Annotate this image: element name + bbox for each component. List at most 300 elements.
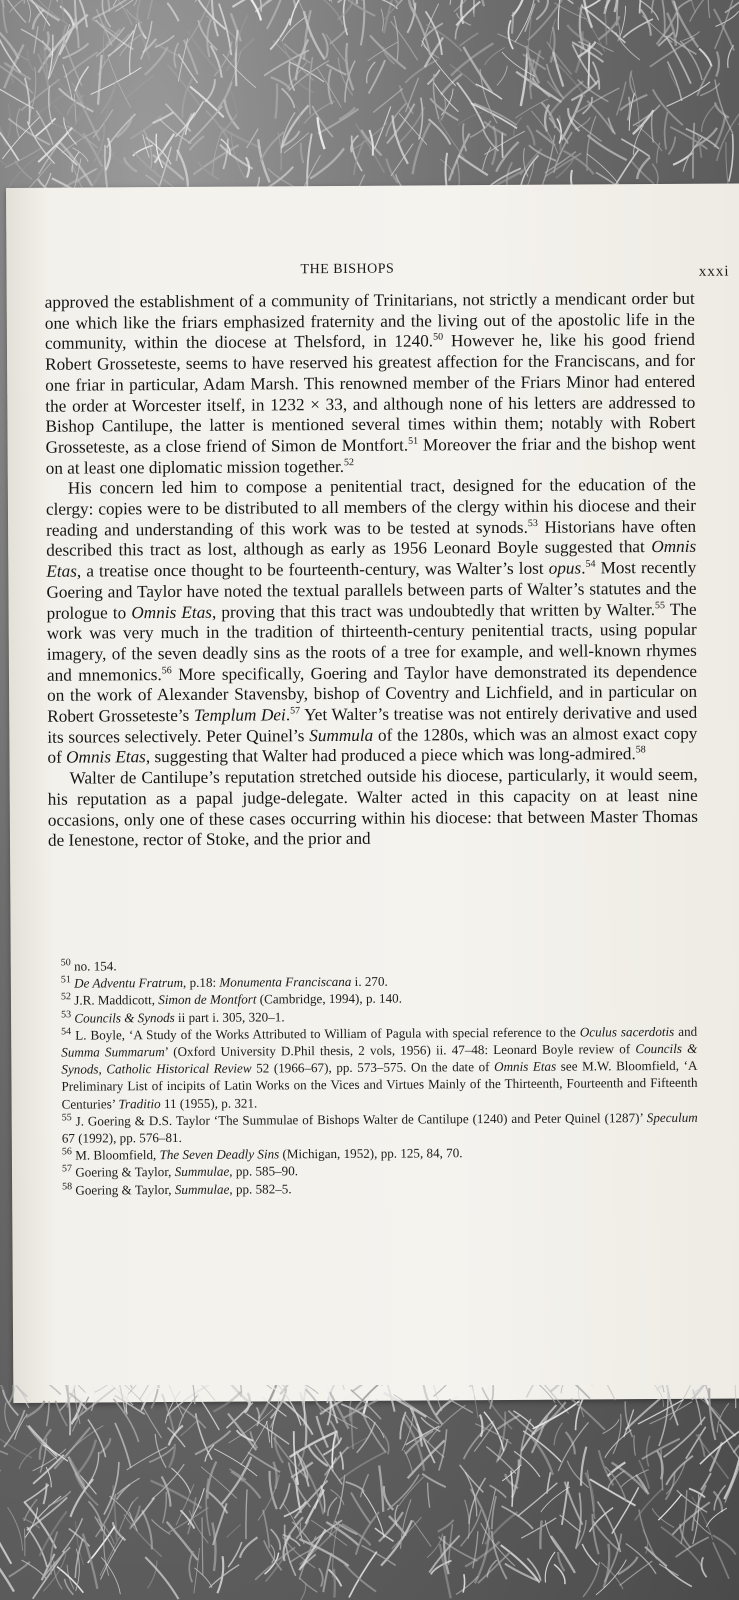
italic-title: Templum Dei bbox=[193, 705, 286, 725]
fur-strand bbox=[0, 114, 19, 161]
fur-strand bbox=[353, 1385, 389, 1412]
fur-strand bbox=[490, 1485, 507, 1497]
fur-strand bbox=[400, 1412, 405, 1440]
fur-strand bbox=[228, 1542, 242, 1567]
running-header bbox=[40, 260, 729, 288]
text-run: L. Boyle, ‘A Study of the Works Attributed to William of Pagula with special reference to the bbox=[75, 1024, 580, 1043]
italic-title: Councils & Synods bbox=[61, 1040, 698, 1077]
text-run: Moreover the friar and the bishop went on at least one diplomatic mission together. bbox=[45, 433, 696, 478]
footnote bbox=[62, 1109, 698, 1147]
italic-title: Summulae bbox=[174, 1181, 230, 1197]
fur-strand bbox=[0, 1518, 11, 1564]
paragraph bbox=[48, 765, 698, 852]
fur-strand bbox=[706, 1508, 726, 1527]
fur-strand bbox=[323, 1553, 331, 1592]
text-run: More specifically, Goering and Taylor have demonstrated its dependence on the work of Alexander Stavensby, bishop of Coventry and Lichfield, and in particular on Robert Grosseteste’s bbox=[47, 661, 698, 726]
footnote-ref: 57 bbox=[290, 705, 301, 717]
text-run: Most recently Goering and Taylor have noted the textual parallels between parts of Walter’s statutes and the prologue to bbox=[46, 557, 697, 623]
fur-strand bbox=[319, 1568, 323, 1586]
fur-strand bbox=[502, 133, 503, 158]
paragraph bbox=[45, 289, 696, 479]
fur-strand bbox=[511, 1471, 513, 1507]
text-run: . bbox=[285, 705, 291, 725]
fur-strand bbox=[485, 1512, 517, 1544]
fur-strand bbox=[702, 105, 716, 132]
fur-strand bbox=[25, 78, 30, 125]
fur-strand bbox=[657, 1451, 662, 1480]
fur-strand bbox=[369, 60, 385, 93]
fur-strand bbox=[532, 1402, 566, 1434]
fur-strand bbox=[26, 1401, 45, 1417]
fur-strand bbox=[620, 1561, 653, 1585]
fur-strand bbox=[666, 1456, 693, 1485]
fur-strand bbox=[456, 1, 480, 25]
fur-strand bbox=[521, 53, 528, 106]
fur-strand bbox=[109, 59, 131, 108]
fur-strand bbox=[162, 1394, 174, 1432]
fur-strand bbox=[392, 115, 407, 164]
fur-strand bbox=[300, 1578, 317, 1592]
fur-strand bbox=[643, 1530, 648, 1554]
italic-title: Simon de Montfort bbox=[158, 991, 257, 1008]
fur-strand bbox=[449, 1399, 473, 1413]
fur-strand bbox=[729, 134, 733, 182]
italic-title: Councils & Synods bbox=[74, 1009, 175, 1026]
fur-strand bbox=[267, 0, 286, 29]
italic-title: Omnis Etas bbox=[46, 537, 697, 581]
fur-strand bbox=[178, 38, 187, 81]
text-run: Yet Walter’s treatise was not entirely derivative and used its sources selectively. Peter Quinel’s bbox=[47, 702, 698, 747]
fur-strand bbox=[391, 21, 418, 60]
fur-strand bbox=[271, 77, 290, 89]
fur-strand bbox=[65, 1385, 70, 1435]
fur-strand bbox=[460, 33, 479, 46]
footnote-ref: 50 bbox=[433, 332, 444, 344]
text-run: (Michigan, 1952), pp. 125, 84, 70. bbox=[279, 1145, 463, 1162]
fur-strand bbox=[367, 62, 376, 83]
fur-strand bbox=[659, 1564, 678, 1576]
fur-strand bbox=[428, 1483, 430, 1508]
fur-strand bbox=[246, 1489, 247, 1539]
fur-strand bbox=[702, 1557, 707, 1577]
fur-strand bbox=[626, 1397, 662, 1430]
footnote-ref: 52 bbox=[343, 456, 355, 468]
fur-strand bbox=[647, 1436, 650, 1467]
fur-strand bbox=[512, 12, 514, 34]
fur-strand bbox=[141, 21, 152, 59]
fur-strand bbox=[451, 43, 493, 75]
footnotes bbox=[61, 954, 698, 1199]
footnote bbox=[61, 1023, 698, 1113]
italic-title: Speculum bbox=[646, 1109, 698, 1125]
fur-strand bbox=[75, 66, 88, 91]
footnote-number: 54 bbox=[61, 1026, 72, 1038]
footnote bbox=[62, 1177, 698, 1198]
main-text bbox=[45, 289, 698, 852]
footnote-ref: 54 bbox=[585, 558, 596, 570]
footnote-number: 53 bbox=[61, 1008, 72, 1020]
fur-strand bbox=[109, 1496, 135, 1525]
fur-strand bbox=[155, 1434, 166, 1468]
fur-strand bbox=[318, 109, 359, 134]
fur-strand bbox=[33, 0, 58, 2]
text-run: (Cambridge, 1994), p. 140. bbox=[256, 991, 402, 1007]
fur-strand bbox=[266, 1421, 269, 1442]
fur-strand bbox=[38, 128, 72, 163]
fur-strand bbox=[597, 43, 613, 52]
fur-strand bbox=[189, 136, 204, 150]
fur-strand bbox=[589, 43, 590, 88]
fur-strand bbox=[524, 148, 528, 177]
text-run: Goering & Taylor, bbox=[75, 1164, 175, 1181]
italic-title: Monumenta Franciscana bbox=[219, 974, 352, 990]
fur-strand bbox=[605, 1430, 632, 1458]
book-page bbox=[6, 184, 739, 1403]
fur-strand bbox=[145, 1557, 178, 1599]
fur-strand bbox=[732, 1385, 736, 1408]
footnote-number: 55 bbox=[61, 1112, 72, 1124]
fur-strand bbox=[148, 0, 156, 20]
italic-title: Oculus sacerdotis bbox=[579, 1023, 675, 1040]
italic-title: opus bbox=[548, 558, 582, 578]
text-run: M. Bloomfield, bbox=[75, 1147, 160, 1163]
fur-strand bbox=[19, 1448, 36, 1469]
fur-strand bbox=[155, 35, 174, 47]
footnote-ref: 51 bbox=[408, 435, 419, 447]
fur-strand bbox=[115, 1423, 131, 1468]
fur-strand bbox=[713, 1535, 736, 1554]
fur-strand bbox=[370, 35, 406, 69]
fur-strand bbox=[471, 1489, 489, 1529]
fur-strand bbox=[434, 1385, 463, 1396]
fur-strand bbox=[485, 48, 505, 65]
fur-strand bbox=[576, 1395, 585, 1430]
fur-strand bbox=[315, 1445, 342, 1485]
fur-strand bbox=[439, 1429, 447, 1470]
fur-strand bbox=[116, 1484, 129, 1499]
fur-strand bbox=[618, 1557, 638, 1575]
fur-strand bbox=[460, 1465, 484, 1492]
fur-strand bbox=[658, 1494, 681, 1520]
italic-title: Summula bbox=[309, 725, 374, 745]
text-run: , pp. 582–5. bbox=[229, 1180, 292, 1197]
fur-strand bbox=[115, 0, 147, 11]
fur-strand bbox=[573, 1385, 590, 1399]
fur-strand bbox=[652, 110, 654, 142]
fur-strand bbox=[245, 1393, 250, 1413]
fur-strand bbox=[582, 1544, 597, 1565]
fur-strand bbox=[518, 1483, 558, 1516]
fur-strand bbox=[668, 61, 682, 101]
fur-strand bbox=[34, 86, 79, 118]
fur-strand bbox=[34, 26, 38, 53]
fur-strand bbox=[380, 1385, 384, 1386]
fur-strand bbox=[27, 121, 54, 163]
fur-strand bbox=[0, 1563, 14, 1591]
text-run: of the 1280s, which was an almost exact copy of bbox=[47, 723, 698, 768]
fur-strand bbox=[125, 75, 154, 99]
fur-strand bbox=[526, 1385, 545, 1397]
fur-strand bbox=[255, 1547, 295, 1580]
fur-strand bbox=[668, 136, 675, 154]
fur-strand bbox=[554, 1564, 565, 1584]
fur-strand bbox=[399, 1477, 424, 1506]
fur-strand bbox=[536, 0, 548, 20]
text-run: , pp. 585–90. bbox=[229, 1163, 299, 1180]
fur-strand bbox=[163, 1492, 167, 1523]
fur-strand bbox=[167, 3, 178, 21]
fur-strand bbox=[24, 1502, 56, 1549]
fur-strand bbox=[701, 1473, 711, 1490]
fur-strand bbox=[301, 143, 303, 163]
footnote-ref: 56 bbox=[161, 664, 172, 676]
fur-strand bbox=[567, 25, 590, 43]
fur-strand bbox=[26, 0, 30, 23]
text-run: His concern led him to compose a penitential tract, designed for the education of the clergy: copies were to be distributed to all members of the clergy within his diocese and their reading and understanding of this work was to be tested at synods. bbox=[45, 475, 697, 540]
fur-strand bbox=[681, 1490, 687, 1544]
text-run: i. 270. bbox=[351, 973, 388, 990]
fur-strand bbox=[4, 0, 26, 23]
fur-strand bbox=[282, 88, 295, 108]
fur-strand bbox=[357, 1422, 375, 1453]
fur-strand bbox=[189, 1551, 193, 1582]
fur-strand bbox=[639, 1509, 657, 1559]
fur-strand bbox=[33, 1455, 64, 1484]
fur-strand bbox=[129, 1497, 139, 1513]
fur-strand bbox=[587, 116, 596, 171]
fur-strand bbox=[585, 0, 603, 9]
fur-strand bbox=[279, 0, 296, 8]
fur-strand bbox=[628, 97, 630, 121]
fur-strand bbox=[214, 1449, 257, 1476]
text-run: , bbox=[98, 1061, 107, 1077]
text-run: Historians have often described this tract as lost, although as early as 1956 Leonard Boyle suggested that bbox=[46, 516, 697, 561]
italic-title: Omnis Etas bbox=[131, 602, 213, 622]
fur-strand bbox=[699, 49, 711, 67]
fur-strand bbox=[665, 112, 668, 150]
fur-strand bbox=[69, 1458, 85, 1485]
running-title: THE BISHOPS bbox=[300, 261, 395, 278]
fur-strand bbox=[637, 157, 650, 179]
fur-strand bbox=[142, 1406, 161, 1438]
fur-strand bbox=[9, 1562, 30, 1577]
paragraph bbox=[46, 475, 698, 769]
footnote-number: 50 bbox=[60, 957, 71, 969]
fur-strand bbox=[352, 1385, 383, 1392]
fur-strand bbox=[496, 142, 519, 172]
fur-strand bbox=[634, 1435, 635, 1455]
fur-strand bbox=[37, 1496, 61, 1519]
fur-strand bbox=[734, 1433, 739, 1452]
footnote-number: 52 bbox=[60, 991, 71, 1003]
fur-strand bbox=[656, 1385, 686, 1390]
fur-strand bbox=[16, 108, 20, 138]
fur-strand bbox=[587, 154, 619, 185]
fur-strand bbox=[99, 1438, 110, 1453]
fur-strand bbox=[587, 101, 613, 133]
italic-title: Omnis Etas bbox=[66, 747, 146, 768]
fur-strand bbox=[213, 132, 222, 176]
fur-strand bbox=[330, 28, 348, 44]
fur-strand bbox=[433, 74, 438, 119]
fur-strand bbox=[230, 89, 238, 114]
fur-strand bbox=[205, 79, 215, 102]
text-run: 67 (1992), pp. 576–81. bbox=[61, 1129, 182, 1146]
fur-strand bbox=[652, 164, 658, 184]
fur-strand bbox=[605, 14, 606, 45]
text-run: . bbox=[581, 558, 586, 578]
text-run: see M.W. Bloomfield, ‘A Preliminary List of incipits of Latin Works on the Vices and Virtues Mainly of the Thirteenth, Fourteenth and Fifteenth Centuries’ bbox=[61, 1058, 698, 1112]
fur-strand bbox=[673, 153, 692, 165]
fur-strand bbox=[294, 1431, 298, 1485]
fur-strand bbox=[290, 0, 303, 25]
fur-strand bbox=[693, 123, 694, 179]
fur-strand bbox=[5, 1402, 11, 1432]
fur-strand bbox=[267, 0, 314, 3]
fur-strand bbox=[320, 0, 343, 25]
fur-strand bbox=[387, 1474, 419, 1510]
fur-strand bbox=[421, 4, 438, 47]
fur-strand bbox=[306, 1389, 323, 1414]
fur-strand bbox=[540, 1520, 541, 1549]
fur-strand bbox=[195, 0, 210, 2]
fur-strand bbox=[322, 33, 327, 58]
fur-strand bbox=[465, 1500, 470, 1539]
fur-strand bbox=[240, 1537, 258, 1557]
fur-strand bbox=[28, 49, 34, 71]
footnote-number: 51 bbox=[60, 974, 71, 986]
fur-strand bbox=[98, 55, 102, 105]
italic-title: Traditio bbox=[118, 1095, 161, 1111]
fur-strand bbox=[585, 1472, 593, 1511]
italic-title: Omnis Etas bbox=[494, 1058, 557, 1075]
fur-strand bbox=[603, 1419, 619, 1433]
fur-strand bbox=[317, 1416, 328, 1448]
fur-strand bbox=[134, 0, 138, 6]
footnote-number: 58 bbox=[62, 1180, 73, 1192]
fur-strand bbox=[298, 82, 314, 93]
fur-strand bbox=[630, 71, 636, 97]
fur-strand bbox=[207, 19, 211, 57]
text-run: J.R. Maddicott, bbox=[74, 992, 159, 1009]
fur-strand bbox=[46, 1401, 49, 1426]
fur-strand bbox=[229, 1409, 273, 1443]
fur-strand bbox=[29, 162, 51, 188]
fur-strand bbox=[652, 1508, 674, 1527]
fur-strand bbox=[6, 156, 37, 192]
text-run: ii part i. 305, 320–1. bbox=[174, 1008, 285, 1025]
fur-strand bbox=[180, 1421, 197, 1436]
footnote-ref: 55 bbox=[654, 599, 666, 611]
fur-strand bbox=[334, 1569, 335, 1598]
text-run: Walter de Cantilupe’s reputation stretched outside his diocese, particularly, it would seem, his reputation as a papal judge-delegate. Walter acted in this capacity on at least nine occasions, only one of these cases occurring within his diocese: that between Master Thomas de Ienestone, rector of Stoke, and the prior and bbox=[47, 764, 698, 851]
fur-strand bbox=[206, 111, 227, 138]
footnote-number: 57 bbox=[61, 1163, 73, 1175]
fur-strand bbox=[275, 84, 277, 119]
fur-strand bbox=[450, 0, 454, 5]
fur-strand bbox=[108, 116, 112, 136]
text-run: no. 154. bbox=[73, 958, 117, 974]
fur-strand bbox=[620, 95, 647, 110]
text-run: 52 (1966–67), pp. 573–575. On the date of bbox=[251, 1059, 495, 1076]
fur-strand bbox=[456, 1576, 478, 1594]
fur-strand bbox=[145, 47, 168, 75]
fur-strand bbox=[515, 99, 548, 118]
italic-title: Catholic Historical Review bbox=[106, 1060, 252, 1077]
fur-strand bbox=[93, 110, 113, 138]
fur-strand bbox=[282, 1400, 313, 1434]
fur-strand bbox=[613, 1414, 621, 1454]
fur-strand bbox=[289, 63, 294, 91]
fur-strand bbox=[527, 125, 535, 145]
fur-strand bbox=[521, 1518, 556, 1538]
fur-strand bbox=[202, 1517, 203, 1575]
fur-strand bbox=[469, 1385, 496, 1387]
fur-strand bbox=[214, 1392, 241, 1412]
fur-strand bbox=[581, 1447, 586, 1486]
fur-strand bbox=[69, 1393, 86, 1409]
fur-strand bbox=[171, 1468, 190, 1493]
fur-strand bbox=[304, 1385, 320, 1403]
text-run: , a treatise once thought to be fourteenth-century, was Walter’s lost bbox=[76, 558, 549, 581]
fur-strand bbox=[381, 9, 383, 32]
footnote-ref: 53 bbox=[527, 517, 538, 529]
fur-strand bbox=[236, 30, 238, 86]
fur-strand bbox=[379, 1465, 383, 1511]
fur-strand bbox=[583, 1562, 599, 1597]
fur-strand bbox=[22, 1560, 46, 1578]
fur-strand bbox=[74, 94, 76, 124]
fur-strand bbox=[77, 1440, 96, 1474]
fur-strand bbox=[340, 1452, 343, 1470]
fur-strand bbox=[568, 115, 602, 142]
fur-strand bbox=[212, 1522, 215, 1571]
fur-strand bbox=[9, 1385, 14, 1403]
fur-strand bbox=[713, 1542, 729, 1579]
italic-title: De Adventu Fratrum bbox=[74, 975, 184, 991]
fur-strand bbox=[588, 135, 627, 160]
fur-strand bbox=[101, 1557, 120, 1594]
footnote-number: 56 bbox=[61, 1146, 72, 1158]
fur-strand bbox=[561, 1385, 571, 1393]
fur-strand bbox=[227, 1524, 241, 1537]
footnote-ref: 58 bbox=[635, 744, 646, 756]
fur-strand bbox=[589, 1385, 593, 1386]
text-run: approved the establishment of a community of Trinitarians, not strictly a mendicant order but one which like the friars emphasized fraternity and the living out of the apostolic life in the community, within the diocese at Thelsford, in 1240. bbox=[44, 288, 695, 354]
fur-strand bbox=[502, 1506, 533, 1529]
fur-strand bbox=[69, 103, 89, 135]
text-run: J. Goering & D.S. Taylor ‘The Summulae of Bishops Walter de Cantilupe (1240) and Peter Quinel (1287)’ bbox=[75, 1109, 647, 1129]
text-run: Goering & Taylor, bbox=[75, 1181, 175, 1198]
fur-strand bbox=[124, 1514, 162, 1556]
fur-strand bbox=[708, 0, 714, 18]
fur-strand bbox=[346, 1482, 364, 1492]
fur-strand bbox=[301, 1582, 306, 1599]
fur-strand bbox=[282, 105, 309, 148]
text-run: However he, like his good friend Robert Grosseteste, seems to have reserved his greatest affection for the Franciscans, and for one friar in particular, Adam Marsh. This renowned member of the Friars Minor had entered the order at Worcester itself, in 1232 × 33, and although none of his letters are addressed to Bishop Cantilupe, the latter is mentioned several times within them; notably with Robert Grosseteste, as a close friend of Simon de Montfort. bbox=[45, 330, 696, 457]
fur-strand bbox=[526, 1385, 555, 1403]
fur-strand bbox=[464, 1421, 494, 1459]
fur-strand bbox=[431, 1385, 442, 1411]
fur-strand bbox=[662, 1385, 665, 1392]
page-number: xxxi bbox=[698, 263, 730, 280]
fur-strand bbox=[373, 88, 403, 112]
fur-strand bbox=[545, 1552, 555, 1583]
fur-strand bbox=[386, 158, 397, 183]
fur-strand bbox=[83, 1534, 98, 1589]
text-run: 11 (1955), p. 321. bbox=[160, 1095, 258, 1111]
carpet-background-bottom bbox=[0, 1385, 739, 1600]
